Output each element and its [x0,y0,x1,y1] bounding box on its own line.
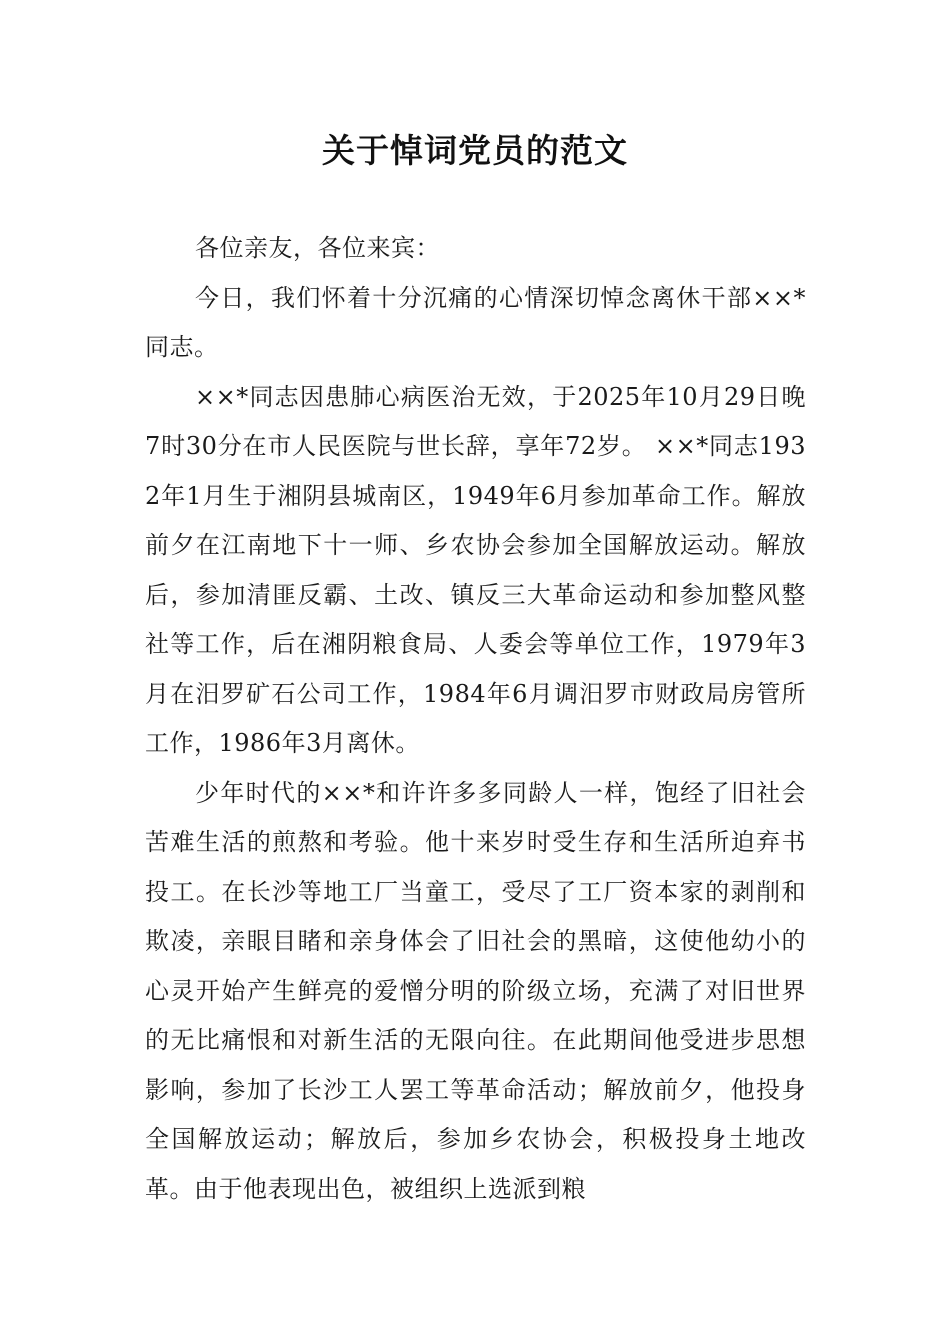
paragraph-youth: 少年时代的××*和许许多多同龄人一样，饱经了旧社会苦难生活的煎熬和考验。他十来岁时受生存和生活所迫弃书投工。在长沙等地工厂当童工，受尽了工厂资本家的剥削和欺凌，亲眼目睹和亲身体会了旧社会的黑暗，这使他幼小的心灵开始产生鲜亮的爱憎分明的阶级立场，充满了对旧世界的无比痛恨和对新生活的无限向往。在此期间他受进步思想影响，参加了长沙工人罢工等革命活动；解放前夕，他投身全国解放运动；解放后，参加乡农协会，积极投身土地改革。由于他表现出色，被组织上选派到粮 [145,778,806,1203]
paragraph-biography: ××*同志因患肺心病医治无效，于2025年10月29日晚7时30分在市人民医院与世长辞，享年72岁。 ××*同志1932年1月生于湘阴县城南区，1949年6月参加革命工作。解放前夕在江南地下十一师、乡农协会参加全国解放运动。解放后，参加清匪反霸、土改、镇反三大革命运动和参加整风整社等工作，后在湘阴粮食局、人委会等单位工作，1979年3月在汨罗矿石公司工作，1984年6月调汨罗市财政局房管所工作，1986年3月离休。 [145,382,806,757]
paragraph-greeting: 各位亲友，各位来宾： [195,234,440,262]
paragraph-intro: 今日，我们怀着十分沉痛的心情深切悼念离休干部××*同志。 [145,283,806,361]
document-body [145,224,806,1214]
document-title: 关于悼词党员的范文 [322,131,628,170]
